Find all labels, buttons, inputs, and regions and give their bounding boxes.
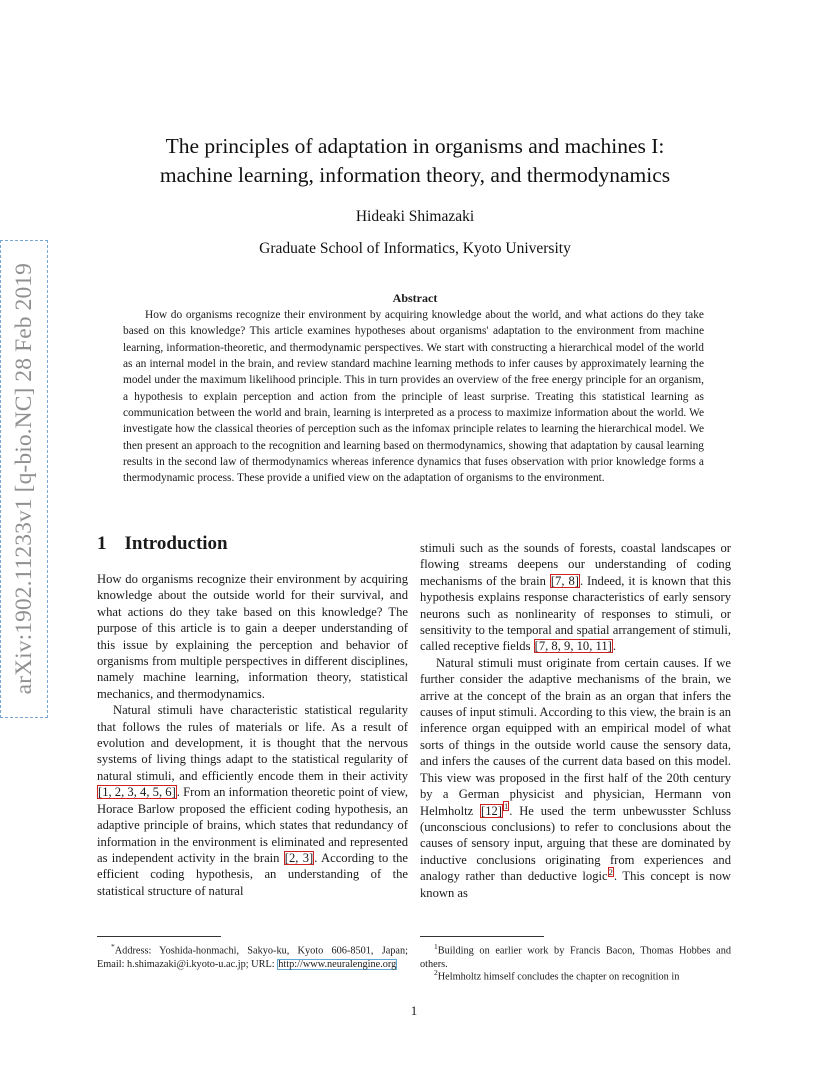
page-number: 1: [410, 1003, 418, 1018]
section-number: 1: [97, 533, 107, 554]
intro-paragraph-2: Natural stimuli have characteristic statistical regularity that follows the rules of materials or life. As a result of evolution and development, it is thought that the nervous systems of living things adapt to the statistical regularity of natural stimuli, and efficiently encode them in their activity [1, 2, 3, 4, 5, 6]. From an information theoretic point of view, Horace Barlow proposed the efficient coding hypothesis, an adaptive principle of brains, which states that redundancy of information in the environment is eliminated and represented as independent activity in the brain [2, 3]. According to the efficient coding hypothesis, an understanding of the statistical structure of natural: [97, 703, 408, 898]
citation-link[interactable]: [7, 8]: [550, 573, 579, 588]
paper-title: [100, 132, 730, 190]
citation-link[interactable]: [1, 2, 3, 4, 5, 6]: [98, 785, 176, 800]
intro-paragraph-1: How do organisms recognize their environment by acquiring knowledge about the outside world for their survival, and what actions do they take based on this knowledge? The purpose of this article is to gain a deeper understanding of this issue by explaining the perception and behavior of organisms from multiple perspectives in different disciplines, namely machine learning, information theory, statistical mechanics, and thermodynamics.: [97, 572, 408, 701]
affiliation: Graduate School of Informatics, Kyoto University: [259, 240, 571, 257]
intro-paragraph-4: Natural stimuli must originate from certain causes. If we further consider the adaptive mechanisms of the brain, we arrive at the concept of the brain as an organ that infers the causes of input stimuli. According to this view, the brain is an inference organ equipped with an empirical model of what sorts of things in the outside world cause the sensory data, and infers the causes of the current data based on this model. This view was proposed in the first half of the 20th century by a German physicist and physician, Hermann von Helmholtz [12] $^1$. He used the term unbewusster Schluss (unconscious conclusions) to refer to conclusions about the causes of sensory input, arguing that these are dominated by inductive conclusions originating from experiences and analogy rather than deductive logic$^2$. This concept is now known as: [420, 655, 732, 900]
abstract-heading: Abstract: [392, 291, 438, 305]
homepage-url-link[interactable]: http://www.neuralengine.org: [278, 958, 397, 970]
footnote-marker-1[interactable]: 1: [503, 801, 509, 812]
title-line-1: The principles of adaptation in organisms and machines I:: [165, 134, 665, 158]
author-name: Hideaki Shimazaki: [355, 208, 475, 225]
footnote-rule-right: [420, 936, 544, 937]
address-footnote: *Address: Yoshida-honmachi, Sakyo-ku, Kyoto 606-8501, Japan; Email: h.shimazaki@i.kyoto-u.ac.jp; URL: http://www.neuralengine.org: [97, 942, 408, 970]
left-column: [97, 571, 408, 899]
citation-link[interactable]: [12]: [481, 803, 502, 818]
arxiv-identifier-text: arXiv:1902.11233v1 [q-bio.NC] 28 Feb 2019: [10, 263, 37, 695]
section-heading: [97, 533, 228, 555]
title-line-2: machine learning, information theory, and thermodynamics: [159, 163, 671, 187]
abstract-text: How do organisms recognize their environment by acquiring knowledge about the world, and what actions do they take based on this knowledge? This article examines hypotheses about organisms' adaptation to the environment from machine learning, information-theoretic, and thermodynamic perspectives. We start with constructing a hierarchical model of the world as an internal model in the brain, and review standard machine learning methods to infer causes by approximately learning the model under the maximum likelihood principle. This in turn provides an overview of the free energy principle for an organism, a hypothesis to explain perception and action from the principle of least surprise. Treating this statistical learning as communication between the world and brain, learning is interpreted as a process to maximize information about the world. We investigate how the classical theories of perception such as the infomax principle relates to learning the hierarchical model. We then present an approach to the recognition and learning based on thermodynamics, showing that adaptation by causal learning results in the second law of thermodynamics whereas inference dynamics that fuses observation with prior knowledge forms a thermodynamic process. These provide a unified view on the adaptation of organisms to the environment.: [123, 309, 704, 485]
arxiv-identifier-stamp[interactable]: [0, 240, 48, 718]
footnote-rule-left: [97, 936, 221, 937]
intro-paragraph-3: stimuli such as the sounds of forests, coastal landscapes or flowing streams deepens our understanding of coding mechanisms of the brain [7, 8]. Indeed, it is known that this hypothesis explains response characteristics of early sensory neurons such as nonlinearity of responses to stimuli, or sensitivity to the temporal and spatial arrangement of stimuli, called receptive fields [7, 8, 9, 10, 11].: [420, 541, 731, 654]
footnote-marker-2[interactable]: 2: [608, 866, 613, 877]
right-column: [420, 540, 731, 901]
citation-link[interactable]: [2, 3]: [284, 850, 314, 865]
section-title-text: Introduction: [124, 533, 228, 554]
citation-link[interactable]: [7, 8, 9, 10, 11]: [534, 639, 612, 654]
footnote-2: $^2$Helmholtz himself concludes the chapter on recognition in: [434, 968, 680, 983]
footnote-1: $^1$Building on earlier work by Francis Bacon, Thomas Hobbes and others.: [420, 942, 731, 970]
